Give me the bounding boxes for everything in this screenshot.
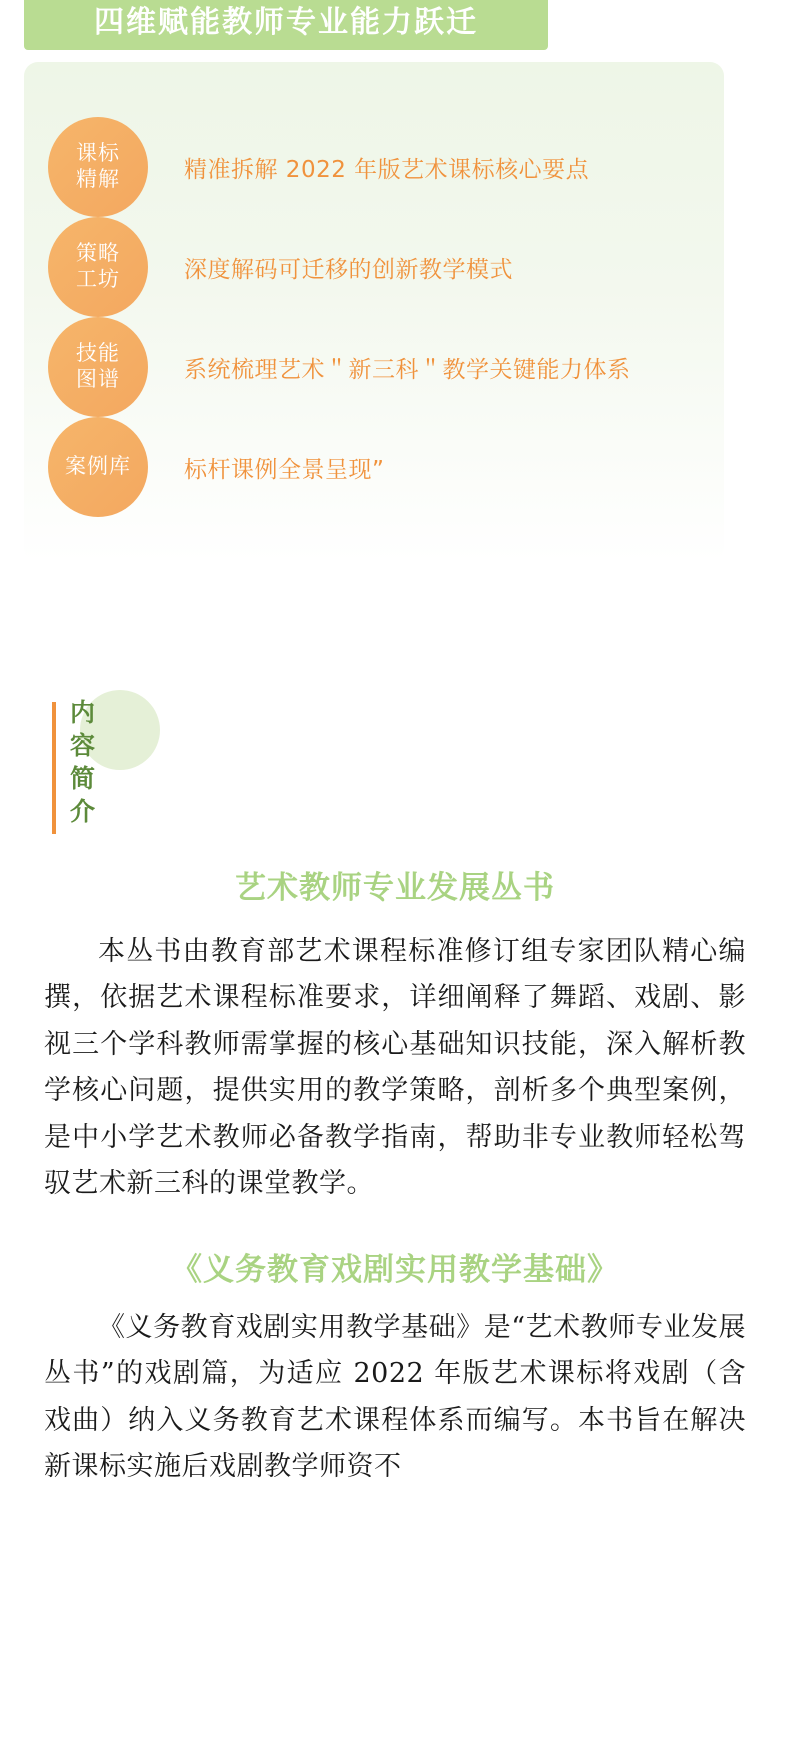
feature-badge-line2: 图谱 <box>76 367 120 391</box>
feature-badge-line2: 工坊 <box>76 267 120 291</box>
feature-badge <box>48 417 148 517</box>
feature-card <box>24 62 724 562</box>
feature-badge-line1: 课标 <box>76 141 120 166</box>
feature-badge-line1: 案例库 <box>65 454 131 479</box>
feature-text: 精准拆解 2022 年版艺术课标核心要点 <box>184 156 590 183</box>
series-title: 艺术教师专业发展丛书 <box>235 870 555 906</box>
book-paragraph: 《义务教育戏剧实用教学基础》是“艺术教师专业发展丛书”的戏剧篇，为适应 2022 年版艺术课标将戏剧（含戏曲）纳入义务教育艺术课程体系而编写。本书旨在解决新课标实施后戏剧教学师资不 <box>44 1311 746 1482</box>
banner-title: 四维赋能教师专业能力跃迁 <box>94 5 478 40</box>
list-item <box>48 317 708 417</box>
list-item <box>48 117 708 217</box>
list-item <box>48 217 708 317</box>
feature-badge-line1: 策略 <box>76 241 120 266</box>
list-item <box>48 417 708 517</box>
feature-text: 深度解码可迁移的创新教学模式 <box>184 256 513 283</box>
feature-list <box>48 117 708 517</box>
section-mark <box>52 690 182 850</box>
feature-badge-line1: 技能 <box>76 341 120 366</box>
feature-badge-line2: 精解 <box>76 167 120 191</box>
bottom-fade <box>0 1692 790 1752</box>
page-banner <box>24 0 548 50</box>
content-body <box>44 862 746 1490</box>
section-label: 内容简介 <box>70 698 97 826</box>
feature-text: 系统梳理艺术＂新三科＂教学关键能力体系 <box>184 356 631 383</box>
feature-badge <box>48 317 148 417</box>
decorative-bar <box>52 702 56 834</box>
book-title: 《义务教育戏剧实用教学基础》 <box>171 1251 619 1288</box>
feature-text: 标杆课例全景呈现” <box>184 456 385 483</box>
series-paragraph: 本丛书由教育部艺术课程标准修订组专家团队精心编撰，依据艺术课程标准要求，详细阐释了舞蹈、戏剧、影视三个学科教师需掌握的核心基础知识技能，深入解析教学核心问题，提供实用的教学策略，剖析多个典型案例，是中小学艺术教师必备教学指南，帮助非专业教师轻松驾驭艺术新三科的课堂教学。 <box>44 936 746 1200</box>
feature-badge <box>48 217 148 317</box>
feature-badge <box>48 117 148 217</box>
